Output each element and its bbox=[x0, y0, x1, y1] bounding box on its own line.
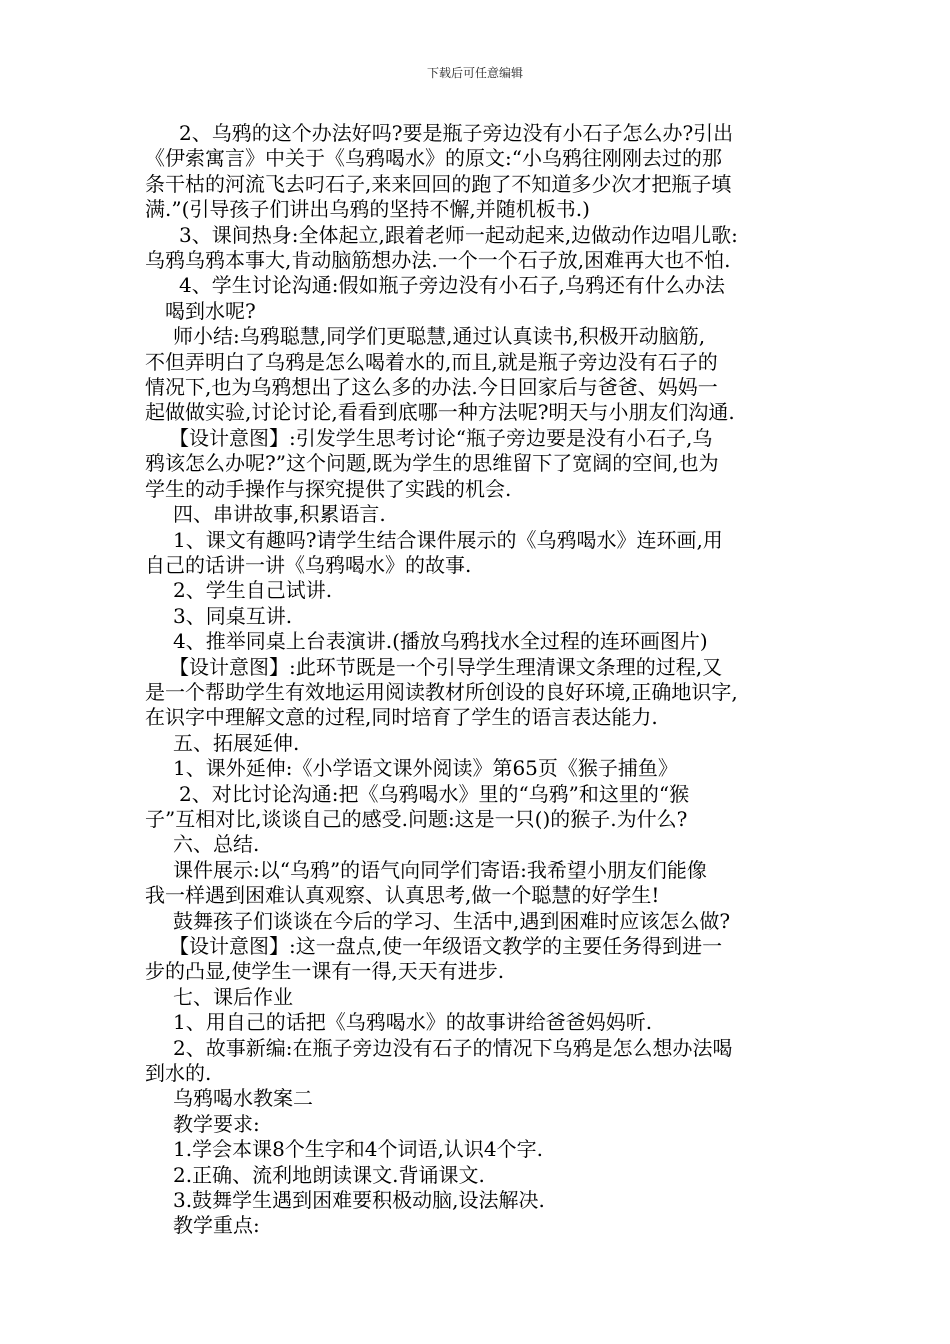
text-line: 教学要求: bbox=[173, 1111, 260, 1136]
text-line: 1、用自己的话把《乌鸦喝水》的故事讲给爸爸妈妈听. bbox=[173, 1010, 653, 1035]
text-line: 条干枯的河流飞去叼石子,来来回回的跑了不知道多少次才把瓶子填 bbox=[145, 171, 732, 196]
text-line: 四、串讲故事,积累语言. bbox=[173, 502, 386, 527]
text-line: 乌鸦喝水教案二 bbox=[173, 1086, 313, 1111]
page-header-note: 下载后可任意编辑 bbox=[426, 66, 523, 80]
text-line: 3、课间热身:全体起立,跟着老师一起动起来,边做动作边唱儿歌: bbox=[179, 222, 738, 247]
text-line: 起做做实验,讨论讨论,看看到底哪一种方法呢?明天与小朋友们沟通. bbox=[145, 400, 735, 425]
text-line: 到水的. bbox=[145, 1061, 212, 1086]
text-line: 步的凸显,使学生一课有一得,天天有进步. bbox=[145, 959, 505, 984]
text-line: 3.鼓舞学生遇到困难要积极动脑,设法解决. bbox=[173, 1188, 545, 1213]
document-body bbox=[145, 121, 821, 1239]
text-line: 2.正确、流利地朗读课文.背诵课文. bbox=[173, 1162, 485, 1187]
text-line: 教学重点: bbox=[173, 1213, 260, 1238]
text-line: 我一样遇到困难认真观察、认真思考,做一个聪慧的好学生! bbox=[145, 883, 660, 908]
text-line: 五、拓展延伸. bbox=[173, 730, 300, 755]
text-line: 2、学生自己试讲. bbox=[173, 578, 333, 603]
text-line: 【设计意图】:这一盘点,使一年级语文教学的主要任务得到进一 bbox=[169, 934, 723, 958]
text-line: 《伊索寓言》中关于《乌鸦喝水》的原文:“小乌鸦往刚刚去过的那 bbox=[145, 146, 722, 171]
text-line: 喝到水呢? bbox=[165, 298, 256, 323]
text-line: 1、课外延伸:《小学语文课外阅读》第65页《猴子捕鱼》 bbox=[173, 756, 678, 781]
text-line: 4、推举同桌上台表演讲.(播放乌鸦找水全过程的连环画图片) bbox=[173, 629, 708, 654]
text-line: 1、课文有趣吗?请学生结合课件展示的《乌鸦喝水》连环画,用 bbox=[173, 527, 723, 552]
text-line: 【设计意图】:引发学生思考讨论“瓶子旁边要是没有小石子,乌 bbox=[169, 425, 713, 450]
text-line: 【设计意图】:此环节既是一个引导学生理清课文条理的过程,又 bbox=[169, 654, 723, 679]
text-line: 4、学生讨论沟通:假如瓶子旁边没有小石子,乌鸦还有什么办法 bbox=[179, 273, 725, 298]
text-line: 子”互相对比,谈谈自己的感受.问题:这是一只()的猴子.为什么? bbox=[145, 806, 688, 831]
text-line: 2、故事新编:在瓶子旁边没有石子的情况下乌鸦是怎么想办法喝 bbox=[173, 1035, 733, 1060]
text-line: 师小结:乌鸦聪慧,同学们更聪慧,通过认真读书,积极开动脑筋, bbox=[173, 324, 706, 349]
text-line: 鼓舞孩子们谈谈在今后的学习、生活中,遇到困难时应该怎么做? bbox=[173, 908, 731, 933]
text-line: 课件展示:以“乌鸦”的语气向同学们寄语:我希望小朋友们能像 bbox=[173, 857, 707, 882]
text-line: 1.学会本课8个生字和4个词语,认识4个字. bbox=[173, 1137, 543, 1162]
text-line: 2、对比讨论沟通:把《乌鸦喝水》里的“乌鸦”和这里的“猴 bbox=[179, 781, 690, 806]
text-line: 情况下,也为乌鸦想出了这么多的办法.今日回家后与爸爸、妈妈一 bbox=[145, 375, 718, 400]
text-line: 自己的话讲一讲《乌鸦喝水》的故事. bbox=[145, 552, 472, 577]
text-line: 3、同桌互讲. bbox=[173, 603, 293, 628]
text-line: 学生的动手操作与探究提供了实践的机会. bbox=[145, 476, 512, 501]
text-line: 在识字中理解文意的过程,同时培育了学生的语言表达能力. bbox=[145, 705, 658, 730]
text-line: 七、课后作业 bbox=[173, 984, 293, 1009]
text-line: 六、总结. bbox=[173, 832, 260, 857]
text-line: 是一个帮助学生有效地运用阅读教材所创设的良好环境,正确地识字, bbox=[145, 679, 738, 704]
text-line: 不但弄明白了乌鸦是怎么喝着水的,而且,就是瓶子旁边没有石子的 bbox=[145, 349, 718, 374]
text-line: 鸦该怎么办呢?”这个问题,既为学生的思维留下了宽阔的空间,也为 bbox=[145, 451, 719, 476]
text-line: 满.”(引导孩子们讲出乌鸦的坚持不懈,并随机板书.) bbox=[145, 197, 590, 222]
text-line: 乌鸦乌鸦本事大,肯动脑筋想办法.一个一个石子放,困难再大也不怕. bbox=[145, 248, 731, 273]
text-line: 2、乌鸦的这个办法好吗?要是瓶子旁边没有小石子怎么办?引出 bbox=[179, 121, 734, 145]
